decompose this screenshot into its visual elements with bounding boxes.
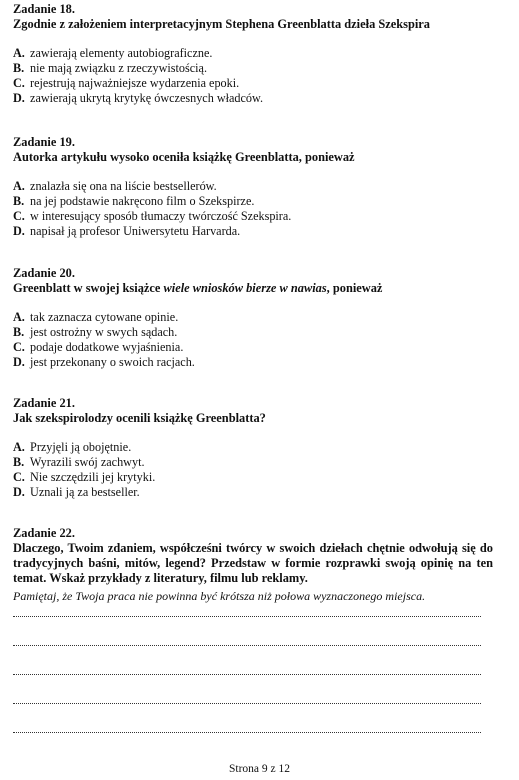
task-22 [13,526,493,604]
option-c: C. w interesujący sposób tłumaczy twórczość Szekspira. [13,209,292,223]
task-number: Zadanie 18. [13,2,75,16]
option-a: A. Przyjęli ją obojętnie. [13,440,132,454]
option-a: A. zawierają elementy autobiograficzne. [13,46,213,60]
answer-line[interactable] [13,732,481,733]
option-c: C. Nie szczędzili jej krytyki. [13,470,156,484]
task-number: Zadanie 19. [13,135,75,149]
task-number: Zadanie 22. [13,526,75,540]
option-d: D. zawierają ukrytą krytykę ówczesnych władców. [13,91,264,105]
option-a: A. znalazła się ona na liście bestsellerów. [13,179,217,193]
task-question: Jak szekspirolodzy ocenili książkę Greenblatta? [13,411,266,425]
option-b: B. na jej podstawie nakręcono film o Szekspirze. [13,194,255,208]
task-question: Dlaczego, Twoim zdaniem, współcześni twórcy w swoich dziełach chętnie odwołują się do tradycyjnych baśni, mitów, legend? Przedstaw w formie rozprawki swoją opinię na ten temat. Wskaż przykłady z literatury, filmu lub reklamy. [13,541,493,585]
option-b: B. jest ostrożny w swych sądach. [13,325,178,339]
option-b: B. nie mają związku z rzeczywistością. [13,61,208,75]
task-question: Autorka artykułu wysoko oceniła książkę Greenblatta, ponieważ [13,150,355,164]
options-list [13,179,493,239]
option-c: C. rejestrują najważniejsze wydarzenia epoki. [13,76,240,90]
task-number: Zadanie 20. [13,266,75,280]
task-question: Zgodnie z założeniem interpretacyjnym Stephena Greenblatta dzieła Szekspira [13,17,430,31]
answer-line[interactable] [13,674,481,675]
task-note: Pamiętaj, że Twoja praca nie powinna być krótsza niż połowa wyznaczonego miejsca. [13,589,426,603]
task-number: Zadanie 21. [13,396,75,410]
task-21 [13,396,493,500]
answer-line[interactable] [13,703,481,704]
options-list [13,310,493,370]
option-b: B. Wyrazili swój zachwyt. [13,455,145,469]
options-list [13,46,493,106]
option-a: A. tak zaznacza cytowane opinie. [13,310,179,324]
options-list [13,440,493,500]
task-question: Greenblatt w swojej książce wiele wniosków bierze w nawias, ponieważ [13,281,383,295]
answer-line[interactable] [13,645,481,646]
option-d: D. Uznali ją za bestseller. [13,485,140,499]
option-d: D. napisał ją profesor Uniwersytetu Harvarda. [13,224,241,238]
page-footer: Strona 9 z 12 [228,763,290,775]
option-d: D. jest przekonany o swoich racjach. [13,355,195,369]
task-18 [13,2,493,106]
answer-line[interactable] [13,616,481,617]
task-20 [13,266,493,370]
task-19 [13,135,493,239]
option-c: C. podaje dodatkowe wyjaśnienia. [13,340,184,354]
